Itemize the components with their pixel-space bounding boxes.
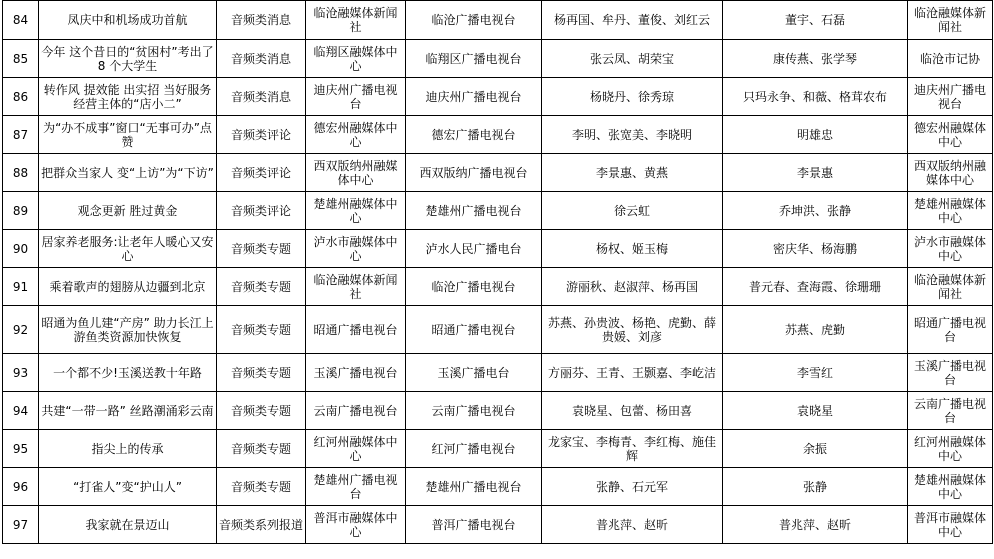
cell-category: 音频类消息 bbox=[217, 78, 306, 116]
cell-authors: 杨再国、牟丹、董俊、刘红云 bbox=[542, 1, 723, 40]
cell-publisher: 普洱广播电视台 bbox=[406, 506, 542, 544]
cell-editors: 李景惠 bbox=[723, 154, 908, 192]
cell-no: 87 bbox=[3, 116, 39, 154]
cell-authors: 普兆萍、赵昕 bbox=[542, 506, 723, 544]
cell-category: 音频类评论 bbox=[217, 154, 306, 192]
cell-unit: 云南广播电视台 bbox=[306, 392, 406, 430]
cell-editors: 张静 bbox=[723, 468, 908, 506]
table-row bbox=[3, 268, 993, 306]
cell-unit: 临翔区融媒体中心 bbox=[306, 40, 406, 78]
cell-unit: 楚雄州融媒体中心 bbox=[306, 192, 406, 230]
cell-no: 90 bbox=[3, 230, 39, 268]
table-row bbox=[3, 354, 993, 392]
cell-recommender: 临沧融媒体新闻社 bbox=[908, 268, 993, 306]
cell-no: 91 bbox=[3, 268, 39, 306]
cell-editors: 明雄忠 bbox=[723, 116, 908, 154]
cell-editors: 乔坤洪、张静 bbox=[723, 192, 908, 230]
cell-unit: 临沧融媒体新闻社 bbox=[306, 1, 406, 40]
cell-editors: 普兆萍、赵昕 bbox=[723, 506, 908, 544]
cell-authors: 方丽芬、王青、王颢嘉、李屹洁 bbox=[542, 354, 723, 392]
cell-publisher: 迪庆州广播电视台 bbox=[406, 78, 542, 116]
cell-recommender: 楚雄州融媒体中心 bbox=[908, 468, 993, 506]
cell-category: 音频类专题 bbox=[217, 306, 306, 354]
cell-category: 音频类专题 bbox=[217, 468, 306, 506]
cell-title: 观念更新 胜过黄金 bbox=[39, 192, 217, 230]
cell-publisher: 玉溪广播电台 bbox=[406, 354, 542, 392]
cell-recommender: 泸水市融媒体中心 bbox=[908, 230, 993, 268]
cell-authors: 游丽秋、赵淑萍、杨再国 bbox=[542, 268, 723, 306]
cell-publisher: 临翔区广播电视台 bbox=[406, 40, 542, 78]
cell-no: 86 bbox=[3, 78, 39, 116]
cell-recommender: 迪庆州广播电视台 bbox=[908, 78, 993, 116]
cell-unit: 德宏州融媒体中心 bbox=[306, 116, 406, 154]
cell-publisher: 泸水人民广播电台 bbox=[406, 230, 542, 268]
cell-recommender: 西双版纳州融媒体中心 bbox=[908, 154, 993, 192]
cell-title: 凤庆中和机场成功首航 bbox=[39, 1, 217, 40]
cell-authors: 袁晓星、包蕾、杨田喜 bbox=[542, 392, 723, 430]
cell-title: 转作风 提效能 出实招 当好服务经营主体的“店小二” bbox=[39, 78, 217, 116]
awards-table bbox=[2, 0, 993, 544]
cell-unit: 玉溪广播电视台 bbox=[306, 354, 406, 392]
cell-authors: 苏燕、孙贵波、杨艳、虎勤、薛贵媛、刘彦 bbox=[542, 306, 723, 354]
cell-authors: 张静、石元军 bbox=[542, 468, 723, 506]
cell-unit: 楚雄州广播电视台 bbox=[306, 468, 406, 506]
cell-category: 音频类专题 bbox=[217, 392, 306, 430]
cell-publisher: 昭通广播电视台 bbox=[406, 306, 542, 354]
cell-recommender: 昭通广播电视台 bbox=[908, 306, 993, 354]
cell-unit: 迪庆州广播电视台 bbox=[306, 78, 406, 116]
cell-editors: 密庆华、杨海鹏 bbox=[723, 230, 908, 268]
cell-publisher: 楚雄州广播电视台 bbox=[406, 468, 542, 506]
cell-recommender: 临沧市记协 bbox=[908, 40, 993, 78]
cell-category: 音频类专题 bbox=[217, 430, 306, 468]
cell-authors: 张云凤、胡荣宝 bbox=[542, 40, 723, 78]
cell-no: 93 bbox=[3, 354, 39, 392]
table-row bbox=[3, 1, 993, 40]
cell-editors: 袁晓星 bbox=[723, 392, 908, 430]
cell-recommender: 临沧融媒体新闻社 bbox=[908, 1, 993, 40]
table-row bbox=[3, 430, 993, 468]
cell-title: 共建“一带一路” 丝路潮涌彩云南 bbox=[39, 392, 217, 430]
cell-title: 昭通为鱼儿建“产房” 助力长江上游鱼类资源加快恢复 bbox=[39, 306, 217, 354]
cell-title: 我家就在景迈山 bbox=[39, 506, 217, 544]
cell-publisher: 临沧广播电视台 bbox=[406, 268, 542, 306]
cell-recommender: 德宏州融媒体中心 bbox=[908, 116, 993, 154]
table-row bbox=[3, 392, 993, 430]
cell-title: 指尖上的传承 bbox=[39, 430, 217, 468]
cell-no: 89 bbox=[3, 192, 39, 230]
cell-unit: 普洱市融媒体中心 bbox=[306, 506, 406, 544]
cell-publisher: 德宏广播电视台 bbox=[406, 116, 542, 154]
cell-category: 音频类专题 bbox=[217, 354, 306, 392]
cell-authors: 李景惠、黄燕 bbox=[542, 154, 723, 192]
cell-publisher: 红河广播电视台 bbox=[406, 430, 542, 468]
cell-title: 居家养老服务:让老年人暖心又安心 bbox=[39, 230, 217, 268]
cell-unit: 西双版纳州融媒体中心 bbox=[306, 154, 406, 192]
cell-editors: 董宇、石磊 bbox=[723, 1, 908, 40]
cell-no: 84 bbox=[3, 1, 39, 40]
cell-authors: 杨晓丹、徐秀琼 bbox=[542, 78, 723, 116]
cell-unit: 泸水市融媒体中心 bbox=[306, 230, 406, 268]
cell-editors: 康传燕、张学琴 bbox=[723, 40, 908, 78]
cell-unit: 临沧融媒体新闻社 bbox=[306, 268, 406, 306]
cell-title: “打雀人”变“护山人” bbox=[39, 468, 217, 506]
cell-no: 94 bbox=[3, 392, 39, 430]
cell-no: 85 bbox=[3, 40, 39, 78]
table-row bbox=[3, 154, 993, 192]
cell-title: 今年 这个昔日的“贫困村”考出了 8 个大学生 bbox=[39, 40, 217, 78]
cell-no: 95 bbox=[3, 430, 39, 468]
cell-editors: 只玛永争、和薇、格茸农布 bbox=[723, 78, 908, 116]
cell-category: 音频类专题 bbox=[217, 268, 306, 306]
cell-title: 乘着歌声的翅膀从边疆到北京 bbox=[39, 268, 217, 306]
cell-no: 92 bbox=[3, 306, 39, 354]
cell-recommender: 云南广播电视台 bbox=[908, 392, 993, 430]
cell-category: 音频类专题 bbox=[217, 230, 306, 268]
cell-editors: 李雪红 bbox=[723, 354, 908, 392]
cell-publisher: 西双版纳广播电视台 bbox=[406, 154, 542, 192]
cell-recommender: 红河州融媒体中心 bbox=[908, 430, 993, 468]
cell-category: 音频类消息 bbox=[217, 40, 306, 78]
cell-no: 97 bbox=[3, 506, 39, 544]
table-row bbox=[3, 306, 993, 354]
cell-recommender: 普洱市融媒体中心 bbox=[908, 506, 993, 544]
cell-title: 为“办不成事”窗口“无事可办”点赞 bbox=[39, 116, 217, 154]
cell-unit: 红河州融媒体中心 bbox=[306, 430, 406, 468]
cell-authors: 龙家宝、李梅青、李红梅、施佳辉 bbox=[542, 430, 723, 468]
cell-no: 88 bbox=[3, 154, 39, 192]
table-row bbox=[3, 116, 993, 154]
cell-publisher: 云南广播电视台 bbox=[406, 392, 542, 430]
table-body bbox=[3, 1, 993, 544]
cell-category: 音频类消息 bbox=[217, 1, 306, 40]
cell-editors: 普元春、查海霞、徐珊珊 bbox=[723, 268, 908, 306]
table-row bbox=[3, 192, 993, 230]
cell-title: 一个都不少!玉溪送教十年路 bbox=[39, 354, 217, 392]
cell-category: 音频类评论 bbox=[217, 192, 306, 230]
cell-authors: 杨权、姬玉梅 bbox=[542, 230, 723, 268]
cell-unit: 昭通广播电视台 bbox=[306, 306, 406, 354]
cell-editors: 余振 bbox=[723, 430, 908, 468]
table-row bbox=[3, 506, 993, 544]
cell-editors: 苏燕、虎勤 bbox=[723, 306, 908, 354]
cell-category: 音频类系列报道 bbox=[217, 506, 306, 544]
cell-authors: 徐云虹 bbox=[542, 192, 723, 230]
cell-category: 音频类评论 bbox=[217, 116, 306, 154]
cell-recommender: 楚雄州融媒体中心 bbox=[908, 192, 993, 230]
cell-recommender: 玉溪广播电视台 bbox=[908, 354, 993, 392]
table-row bbox=[3, 40, 993, 78]
cell-publisher: 楚雄州广播电视台 bbox=[406, 192, 542, 230]
cell-publisher: 临沧广播电视台 bbox=[406, 1, 542, 40]
cell-title: 把群众当家人 变“上访”为“下访” bbox=[39, 154, 217, 192]
cell-authors: 李明、张宽美、李晓明 bbox=[542, 116, 723, 154]
table-row bbox=[3, 468, 993, 506]
cell-no: 96 bbox=[3, 468, 39, 506]
table-row bbox=[3, 230, 993, 268]
table-row bbox=[3, 78, 993, 116]
